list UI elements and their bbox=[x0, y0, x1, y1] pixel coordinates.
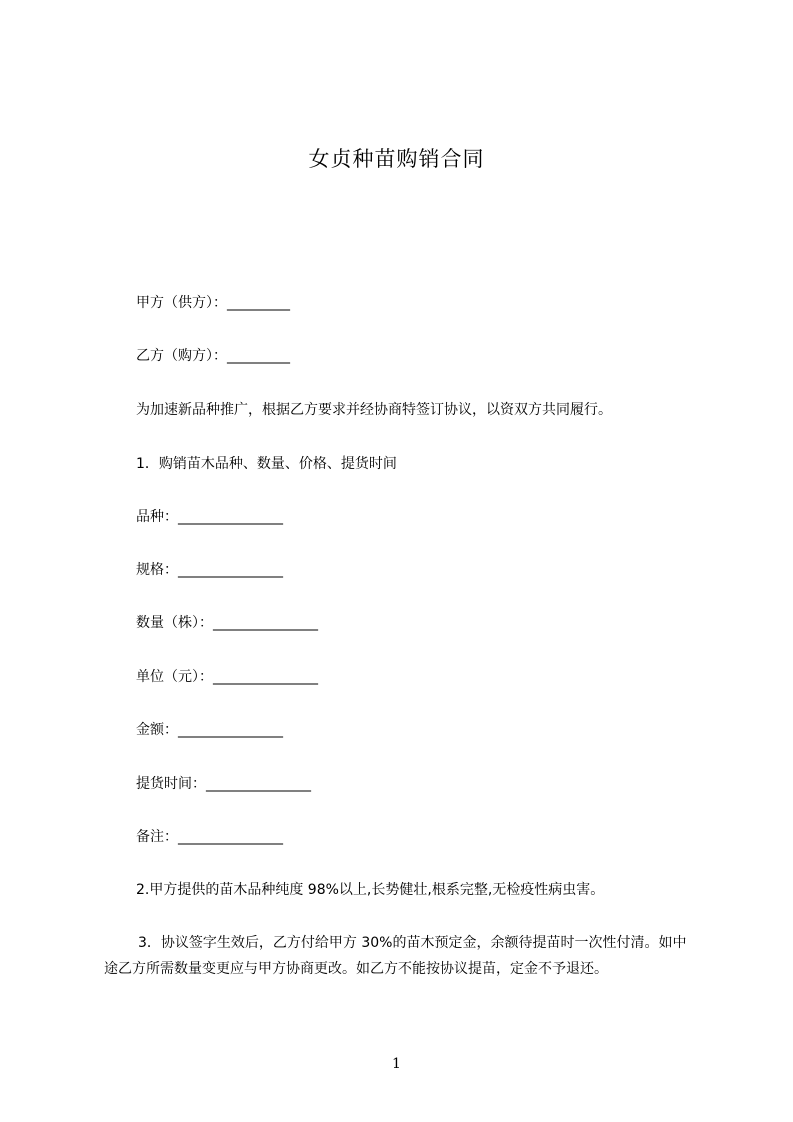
unit-price-field: 单位（元）：_______________ bbox=[136, 669, 318, 685]
pickup-time-field: 提货时间：_______________ bbox=[136, 776, 311, 792]
page-number: 1 bbox=[392, 1056, 401, 1072]
remarks-field: 备注：_______________ bbox=[136, 829, 283, 845]
party-a-line: 甲方（供方）：_________ bbox=[136, 295, 290, 311]
party-b-line: 乙方（购方）：_________ bbox=[136, 348, 290, 364]
quantity-field: 数量（株）：_______________ bbox=[136, 615, 318, 631]
section-1-heading: 1．购销苗木品种、数量、价格、提货时间 bbox=[136, 456, 397, 472]
clause-2: 2.甲方提供的苗木品种纯度 98%以上,长势健壮,根系完整,无检疫性病虫害。 bbox=[136, 882, 605, 898]
spec-field: 规格：_______________ bbox=[136, 562, 283, 578]
variety-field: 品种：_______________ bbox=[136, 509, 283, 525]
clause-3: 3．协议签字生效后，乙方付给甲方 30%的苗木预定金，余额待提苗时一次性付清。如中途乙方所需数量变更应与甲方协商更改。如乙方不能按协议提苗，定金不予退还。 bbox=[104, 935, 687, 977]
intro-paragraph: 为加速新品种推广，根据乙方要求并经协商特签订协议，以资双方共同履行。 bbox=[136, 402, 612, 418]
contract-title: 女贞种苗购销合同 bbox=[308, 147, 485, 171]
amount-field: 金额：_______________ bbox=[136, 722, 283, 738]
